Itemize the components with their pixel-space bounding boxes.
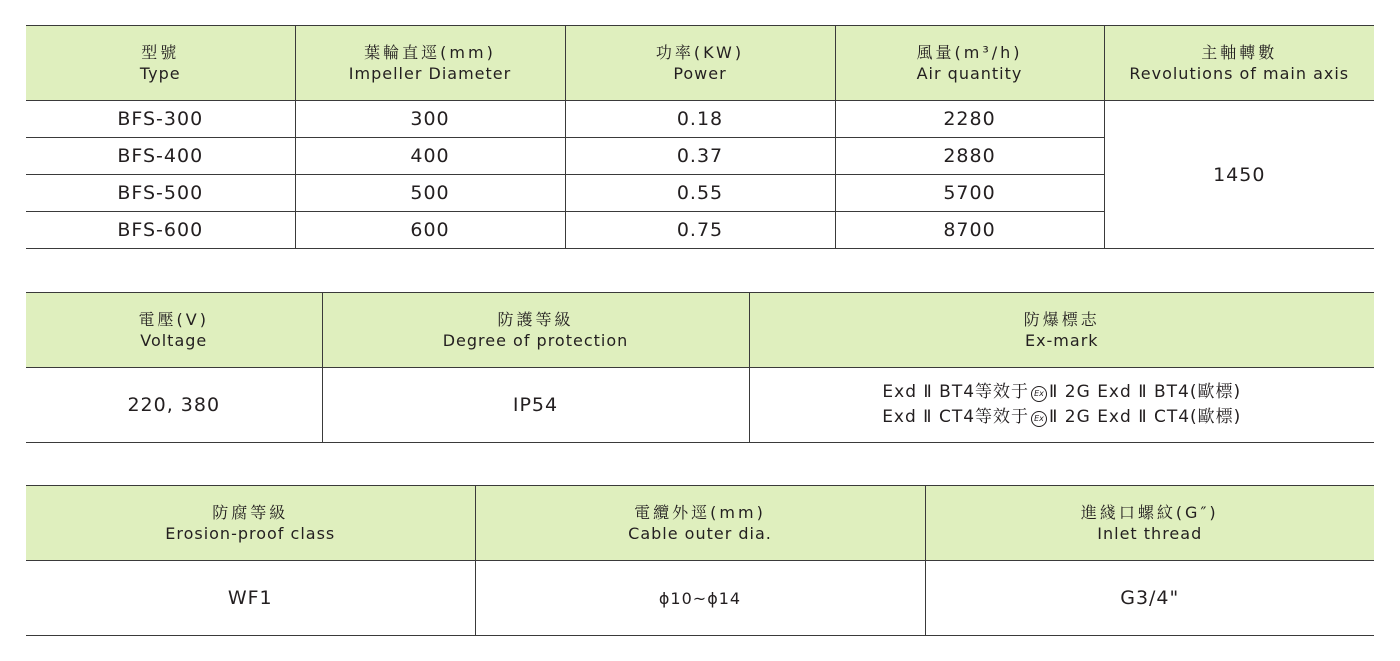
cell-power: 0.37 xyxy=(565,138,835,175)
header-power xyxy=(565,26,835,101)
header-inlet-thread xyxy=(925,486,1374,561)
ex-mark-line-2 xyxy=(750,405,1375,430)
header-protection xyxy=(322,293,749,368)
header-ex-mark-en: Ex-mark xyxy=(1024,331,1099,350)
cell-diameter: 400 xyxy=(295,138,565,175)
cell-cable-dia: ϕ10~ϕ14 xyxy=(475,561,925,636)
cell-air-quantity: 5700 xyxy=(835,175,1104,212)
electrical-specs-header-row xyxy=(26,293,1374,368)
cell-revolutions: 1450 xyxy=(1104,101,1374,249)
cell-diameter: 600 xyxy=(295,212,565,249)
table-row xyxy=(26,561,1374,636)
header-protection-en: Degree of protection xyxy=(442,331,629,350)
cell-voltage: 220, 380 xyxy=(26,368,322,443)
header-air-quantity-en: Air quantity xyxy=(916,64,1023,83)
header-air-quantity xyxy=(835,26,1104,101)
header-inlet-thread-zh: 進綫口螺紋(G″) xyxy=(1080,503,1219,522)
header-air-quantity-zh: 風量(m³/h) xyxy=(916,43,1023,62)
header-revolutions xyxy=(1104,26,1374,101)
ex-mark-line-1 xyxy=(750,380,1375,405)
cell-air-quantity: 8700 xyxy=(835,212,1104,249)
header-protection-zh: 防護等級 xyxy=(497,310,574,329)
header-voltage-zh: 電壓(V) xyxy=(138,310,209,329)
table-row xyxy=(26,101,1374,138)
header-erosion-class-zh: 防腐等級 xyxy=(212,503,289,522)
model-specs-header-row xyxy=(26,26,1374,101)
header-voltage-en: Voltage xyxy=(140,331,208,350)
header-type-zh: 型號 xyxy=(141,43,180,62)
header-inlet-thread-en: Inlet thread xyxy=(1097,524,1203,543)
mechanical-specs-header-row xyxy=(26,486,1374,561)
ex-symbol-icon: Ex xyxy=(1031,386,1047,402)
header-voltage xyxy=(26,293,322,368)
table-row xyxy=(26,368,1374,443)
cell-type: BFS-500 xyxy=(26,175,295,212)
cell-type: BFS-400 xyxy=(26,138,295,175)
cell-power: 0.55 xyxy=(565,175,835,212)
ex-mark-line-1-pre: Exd Ⅱ BT4等效于 xyxy=(882,382,1030,402)
ex-symbol-icon: Ex xyxy=(1031,411,1047,427)
mechanical-specs-table xyxy=(26,485,1374,636)
header-cable-dia xyxy=(475,486,925,561)
cell-power: 0.75 xyxy=(565,212,835,249)
header-type-en: Type xyxy=(139,64,181,83)
header-power-zh: 功率(KW) xyxy=(655,43,745,62)
header-erosion-class-en: Erosion-proof class xyxy=(165,524,336,543)
cell-type: BFS-600 xyxy=(26,212,295,249)
header-impeller-diameter-en: Impeller Diameter xyxy=(348,64,512,83)
model-specs-table xyxy=(26,25,1374,249)
cell-air-quantity: 2880 xyxy=(835,138,1104,175)
cell-power: 0.18 xyxy=(565,101,835,138)
electrical-specs-table xyxy=(26,292,1374,443)
cell-type: BFS-300 xyxy=(26,101,295,138)
cell-air-quantity: 2280 xyxy=(835,101,1104,138)
header-erosion-class xyxy=(26,486,475,561)
cell-erosion-class: WF1 xyxy=(26,561,475,636)
cell-diameter: 300 xyxy=(295,101,565,138)
header-impeller-diameter xyxy=(295,26,565,101)
header-revolutions-en: Revolutions of main axis xyxy=(1129,64,1350,83)
header-impeller-diameter-zh: 葉輪直逕(mm) xyxy=(364,43,496,62)
ex-mark-line-2-post: Ⅱ 2G Exd Ⅱ CT4(歐標) xyxy=(1049,407,1242,427)
header-power-en: Power xyxy=(673,64,727,83)
cell-protection: IP54 xyxy=(322,368,749,443)
cell-inlet-thread: G3/4" xyxy=(925,561,1374,636)
cell-ex-mark xyxy=(749,368,1374,443)
header-revolutions-zh: 主軸轉數 xyxy=(1201,43,1278,62)
header-cable-dia-zh: 電纜外逕(mm) xyxy=(634,503,766,522)
header-cable-dia-en: Cable outer dia. xyxy=(628,524,772,543)
header-ex-mark-zh: 防爆標志 xyxy=(1023,310,1100,329)
header-ex-mark xyxy=(749,293,1374,368)
cell-diameter: 500 xyxy=(295,175,565,212)
header-type xyxy=(26,26,295,101)
ex-mark-line-1-post: Ⅱ 2G Exd Ⅱ BT4(歐標) xyxy=(1049,382,1242,402)
ex-mark-line-2-pre: Exd Ⅱ CT4等效于 xyxy=(882,407,1030,427)
